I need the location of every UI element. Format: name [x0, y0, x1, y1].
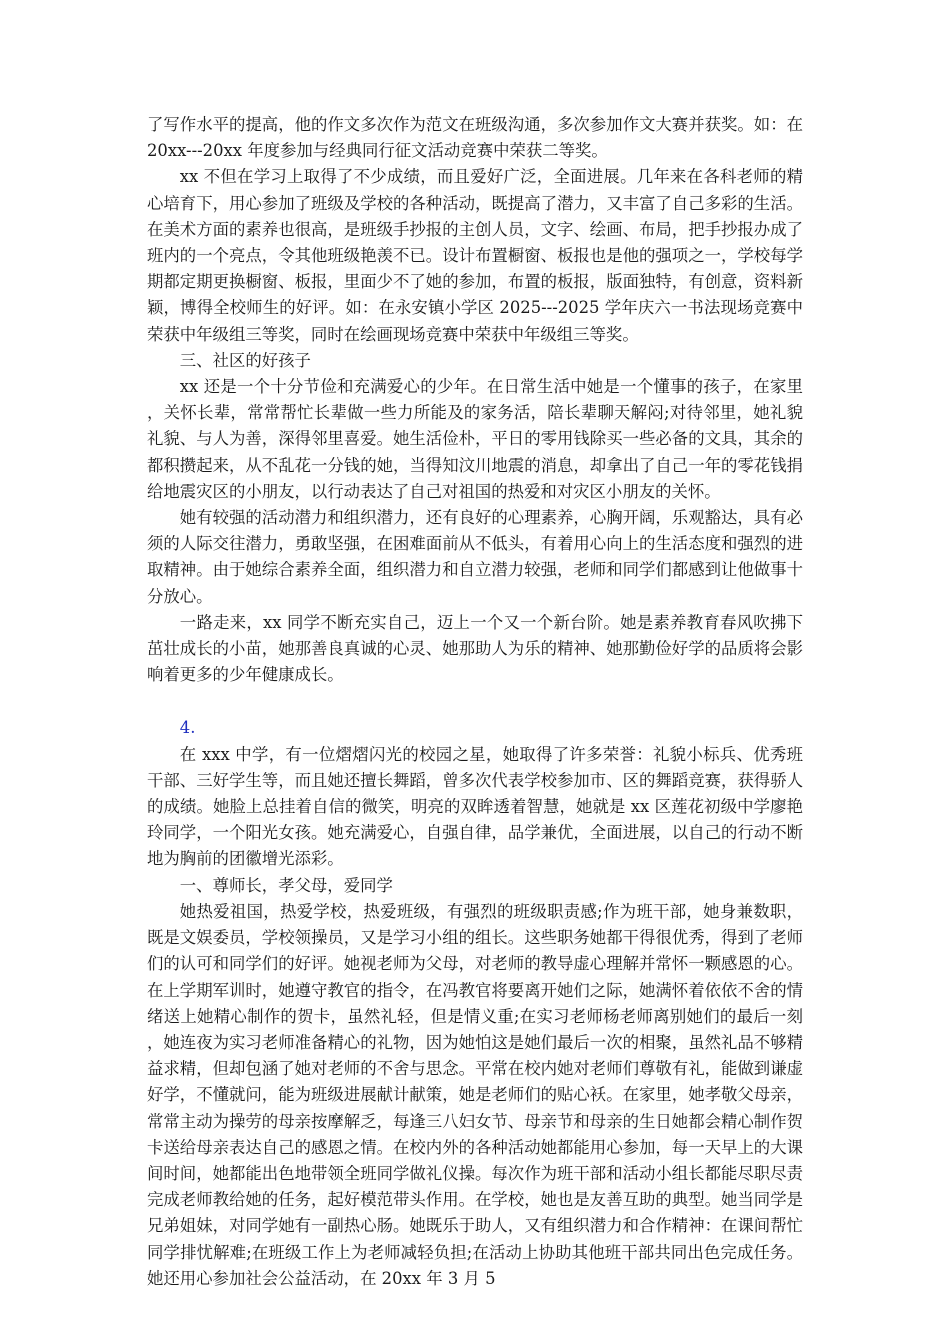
paragraph-respect-details: 她热爱祖国，热爱学校，热爱班级，有强烈的班级职责感;作为班干部，她身兼数职，既是文娱委员，学校领操员，又是学习小组的组长。这些职务她都干得很优秀，得到了老师们的认可和同学们的好评。她视老师为父母，对老师的教导虚心理解并常怀一颗感恩的心。在上学期军训时，她遵守教官的指令，在冯教官将要离开她们之际，她满怀着依依不舍的情绪送上她精心制作的贺卡，虽然礼轻，但是情义重;在实习老师杨老师离别她们的最后一刻，她连夜为实习老师准备精心的礼物，因为她怕这是她们最后一次的相聚，虽然礼品不够精益求精，但却包涵了她对老师的不舍与思念。平常在校内她对老师们尊敬有礼，能做到谦虚好学，不懂就问，能为班级进展献计献策，她是老师们的贴心袄。在家里，她孝敬父母亲，常常主动为操劳的母亲按摩解乏，每逢三八妇女节、母亲节和母亲的生日她都会精心制作贺卡送给母亲表达自己的感恩之情。在校内外的各种活动她都能用心参加，每一天早上的大课间时间，她都能出色地带领全班同学做礼仪操。每次作为班干部和活动小组长都能尽职尽责完成老师教给她的任务，起好模范带头作用。在学校，她也是友善互助的典型。她当同学是兄弟姐妹，对同学她有一副热心肠。她既乐于助人，又有组织潜力和合作精神：在课间帮忙同学排忧解难;在班级工作上为老师减轻负担;在活动上协助其他班干部共同出色完成任务。她还用心参加社会公益活动，在 20xx 年 3 月 5	[147, 901, 803, 1288]
section-heading-community: 三、社区的好孩子	[179, 350, 311, 370]
paragraph-frugal-caring: xx 还是一个十分节俭和充满爱心的少年。在日常生活中她是一个懂事的孩子，在家里，关怀长辈，常常帮忙长辈做一些力所能及的家务活，陪长辈聊天解闷;对待邻里，她礼貌礼貌、与人为善，深得邻里喜爱。她生活俭朴，平日的零用钱除买一些必备的文具，其余的都积攒起来，从不乱花一分钱的她，当得知汶川地震的消息，却拿出了自己一年的零花钱捐给地震灾区的小朋友，以行动表达了自己对祖国的热爱和对灾区小朋友的关怀。	[147, 377, 803, 501]
paragraph-continuation: 了写作水平的提高，他的作文多次作为范文在班级沟通，多次参加作文大赛并获奖。如：在 20xx---20xx 年度参加与经典同行征文活动竞赛中荣获二等奖。	[147, 115, 803, 161]
paragraph-activities: xx 不但在学习上取得了不少成绩，而且爱好广泛，全面进展。几年来在各科老师的精心培育下，用心参加了班级及学校的各种活动，既提高了潜力，又丰富了自己多彩的生活。在美术方面的素养也很高，是班级手抄报的主创人员，文字、绘画、布局，把手抄报办成了班内的一个亮点，令其他班级艳羡不已。设计布置橱窗、板报也是他的强项之一，学校每学期都定期更换橱窗、板报，里面少不了她的参加，布置的板报，版面独特，有创意，资料新颖，博得全校师生的好评。如：在永安镇小学区 2025---2025 学年庆六一书法现场竞赛中荣获中年级组三等奖，同时在绘画现场竞赛中荣获中年级组三等奖。	[147, 167, 803, 344]
paragraph-conclusion: 一路走来，xx 同学不断充实自己，迈上一个又一个新台阶。她是素养教育春风吹拂下茁壮成长的小苗，她那善良真诚的心灵、她那助人为乐的精神、她那勤俭好学的品质将会影响着更多的少年健康成长。	[147, 612, 803, 685]
section-number: 4.	[179, 718, 196, 738]
section-heading-respect: 一、尊师长，孝父母，爱同学	[179, 875, 393, 895]
paragraph-campus-star: 在 xxx 中学，有一位熠熠闪光的校园之星，她取得了许多荣誉：礼貌小标兵、优秀班干部、三好学生等，而且她还擅长舞蹈，曾多次代表学校参加市、区的舞蹈竞赛，获得骄人的成绩。她脸上总挂着自信的微笑，明亮的双眸透着智慧，她就是 xx 区莲花初级中学廖艳玲同学，一个阳光女孩。她充满爱心，自强自律，品学兼优，全面进展，以自己的行动不断地为胸前的团徽增光添彩。	[147, 744, 803, 869]
document-body	[147, 112, 803, 1292]
paragraph-organization-ability: 她有较强的活动潜力和组织潜力，还有良好的心理素养，心胸开阔，乐观豁达，具有必须的人际交往潜力，勇敢坚强，在困难面前从不低头，有着用心向上的生活态度和强烈的进取精神。由于她综合素养全面，组织潜力和自立潜力较强，老师和同学们都感到让他做事十分放心。	[147, 508, 803, 606]
